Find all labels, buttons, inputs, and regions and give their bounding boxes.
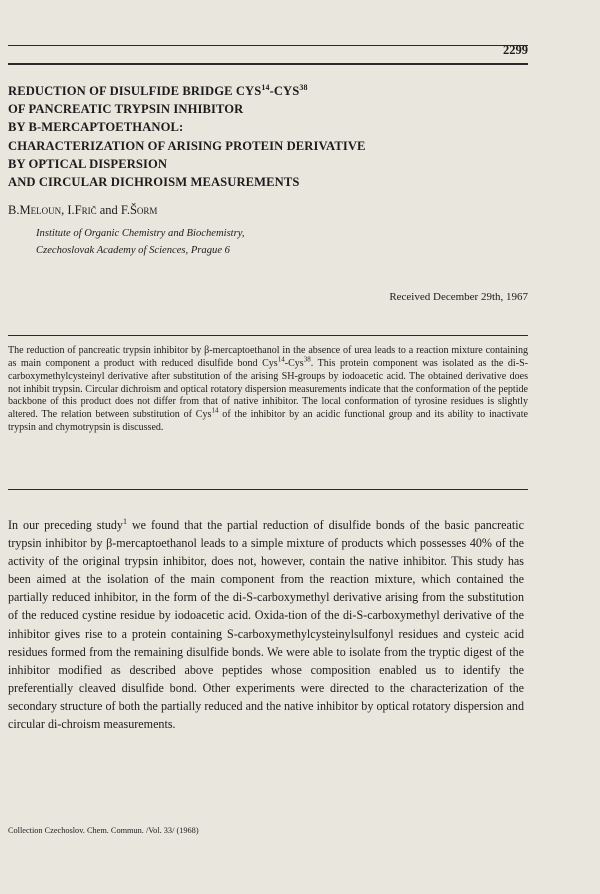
- abstract: The reduction of pancreatic trypsin inhibitor by β-mercaptoethanol in the absence of urea leads to a reaction mixture containing as main component a product with reduced disulfide bond Cys$^{14}$-Cys$^{38}$. This protein component was isolated as the di-S-carboxymethylcysteinyl derivative after substitution of the arising SH-groups by iodoacetic acid. The obtained derivative does not inhibit trypsin. Circular dichroism and optical rotatory dispersion measurements indicate that the conformation of the peptide backbone of this product does not differ from that of native inhibitor. The local conformation of tyrosine residues is slightly altered. The relation between substitution of Cys$^{14}$ of the inhibitor by an acidic functional group and its ability to inactivate trypsin and chymotrypsin is discussed.: [8, 345, 529, 434]
- title-line-5: BY OPTICAL DISPERSION: [8, 156, 168, 171]
- header-rule: [8, 63, 528, 65]
- top-rule: [8, 45, 528, 46]
- title-line-4: CHARACTERIZATION OF ARISING PROTEIN DERIVATIVE: [8, 138, 366, 153]
- title-line-1: REDUCTION OF DISULFIDE BRIDGE CYS$^{14}$-CYS$^{38}$: [8, 82, 308, 98]
- journal-footer: Collection Czechoslov. Chem. Commun. /Vol. 33/ (1968): [8, 826, 199, 835]
- abstract-top-rule: [8, 335, 528, 336]
- reference-marker: 1: [122, 516, 127, 526]
- affiliation-line-2: Czechoslovak Academy of Sciences, Prague 6: [36, 245, 230, 256]
- title-line-3: BY Β-MERCAPTOETHANOL:: [8, 120, 184, 135]
- author-list: B.Meloun, I.Frič and F.Šorm: [8, 203, 158, 217]
- article-title: [8, 82, 528, 191]
- affiliation: [36, 225, 245, 259]
- affiliation-line-1: Institute of Organic Chemistry and Biochemistry,: [36, 228, 245, 239]
- page-number: 2299: [503, 43, 528, 57]
- title-line-2: OF PANCREATIC TRYPSIN INHIBITOR: [8, 102, 244, 117]
- abstract-bottom-rule: [8, 489, 528, 490]
- body-paragraph: In our preceding study$^1$ we found that the partial reduction of disulfide bonds of the basic pancreatic trypsin inhibitor by β-mercaptoethanol leads to a simple mixture of products which possesses 40% of the activity of the original trypsin inhibitor, does not, however, contain the native inhibitor. This study has been aimed at the isolation of the main component from the reaction mixture, which contained the partially reduced inhibitor, in the form of the di-S-carboxymethyl derivative arising from the substitution of the reduced cystine residue by iodoacetic acid. Oxida-tion of the di-S-carboxymethyl derivative of the inhibitor gives rise to a protein containing S-carboxymethylcysteinylsulfonyl residues and cysteic acid residues formed from the remaining disulfide bonds. We were able to isolate from the tryptic digest of the inhibitor modified as described above peptides whose composition enabled us to identify the preferentially cleaved disulfide bond. Other experiments were directed to the characterization of the secondary structure of both the partially reduced and the native inhibitor by optical rotatory dispersion and circular di-chroism measurements.: [8, 516, 524, 732]
- received-date: Received December 29th, 1967: [389, 291, 528, 303]
- title-line-6: AND CIRCULAR DICHROISM MEASUREMENTS: [8, 175, 300, 190]
